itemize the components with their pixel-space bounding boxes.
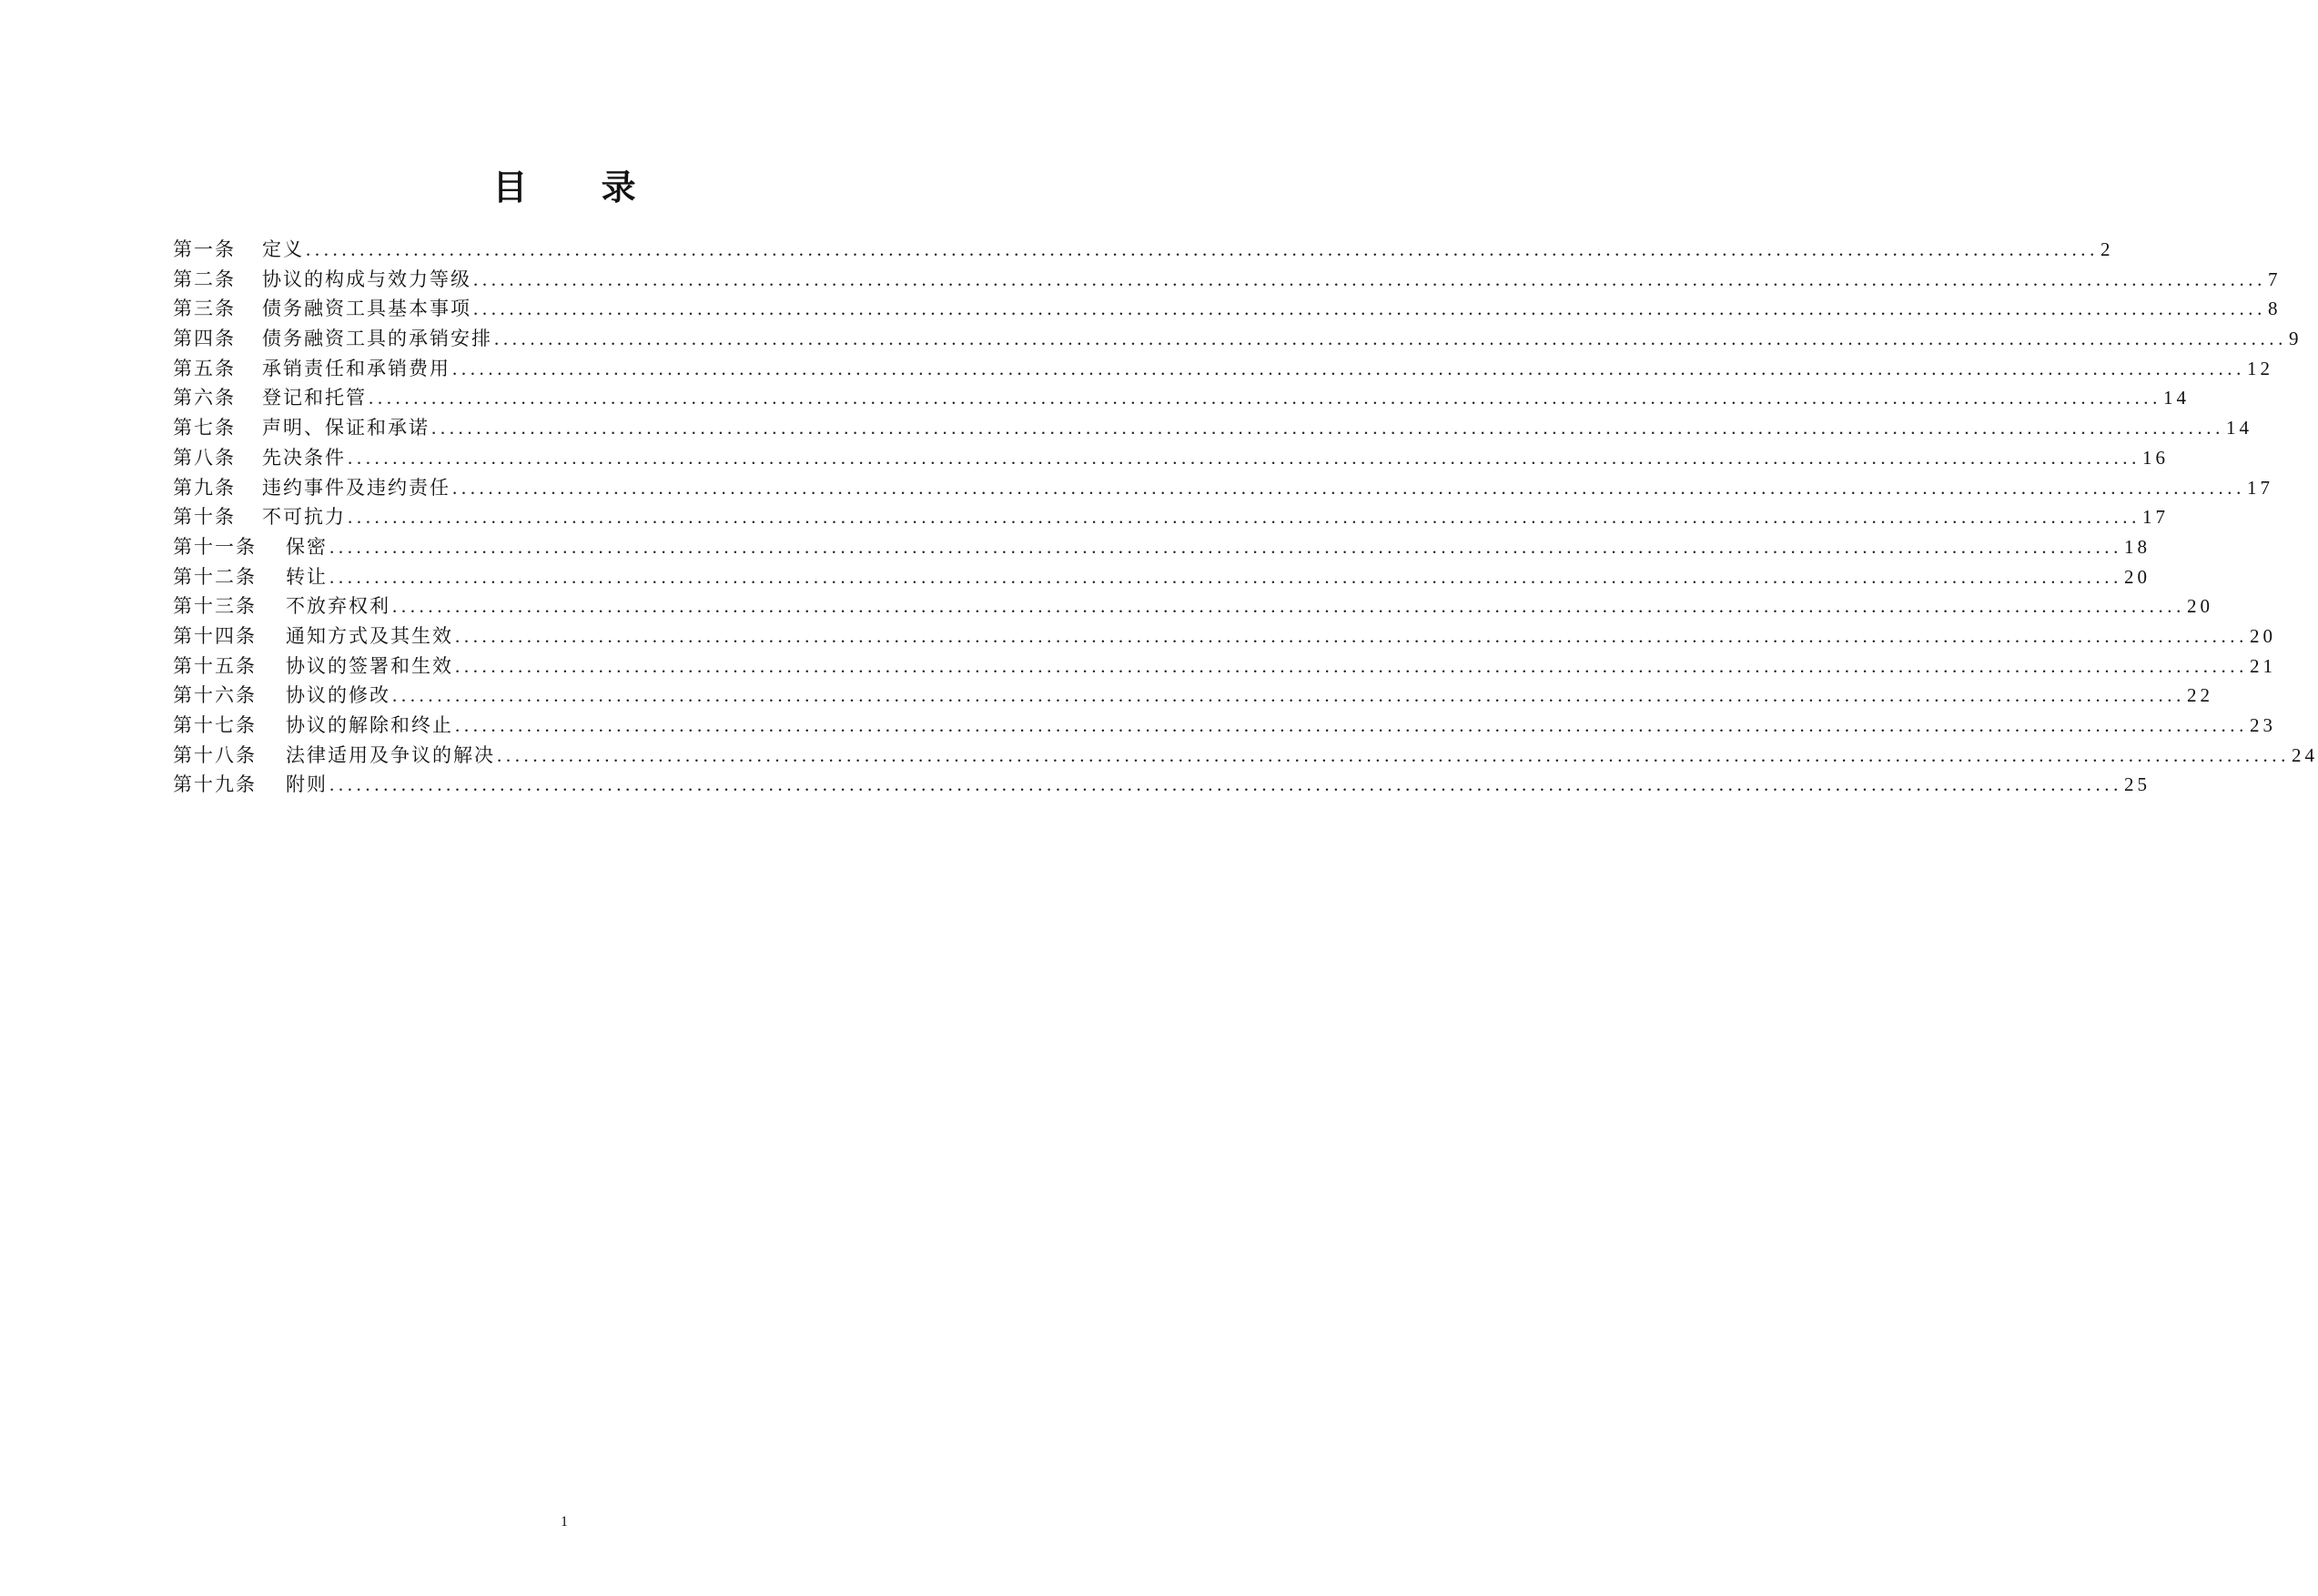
toc-entry-title: 协议的签署和生效 xyxy=(286,654,453,677)
toc-dot-leader: ........................................................................................................................................................................................................ xyxy=(348,506,2141,529)
toc-entry-page: 14 xyxy=(2226,417,2252,439)
toc-dot-leader: ........................................................................................................................................................................................................ xyxy=(392,684,2185,707)
toc-entry[interactable] xyxy=(173,443,2169,473)
toc-dot-leader: ........................................................................................................................................................................................................ xyxy=(497,743,2290,766)
toc-entry-number: 第六条 xyxy=(173,387,236,409)
toc-entry-page: 17 xyxy=(2247,476,2273,499)
toc-entry-page: 16 xyxy=(2142,446,2169,469)
toc-entry-number: 第三条 xyxy=(173,298,236,320)
toc-dot-leader: ........................................................................................................................................................................................................ xyxy=(348,446,2141,469)
toc-entry-page: 12 xyxy=(2247,357,2273,379)
toc-entry-title: 法律适用及争议的解决 xyxy=(286,743,495,766)
toc-entry-number: 第十条 xyxy=(173,506,236,529)
toc-entry-page: 17 xyxy=(2142,506,2169,529)
toc-entry-page: 20 xyxy=(2250,624,2276,647)
toc-entry[interactable] xyxy=(173,324,2303,354)
toc-entry-title: 转让 xyxy=(286,565,328,588)
page-number: 1 xyxy=(561,1514,568,1530)
toc-entry[interactable] xyxy=(173,652,2276,682)
toc-dot-leader: ........................................................................................................................................................................................................ xyxy=(329,535,2122,558)
toc-entry-number: 第五条 xyxy=(173,357,236,379)
toc-entry[interactable] xyxy=(173,562,2151,592)
toc-entry[interactable] xyxy=(173,413,2252,443)
toc-entry-title: 协议的构成与效力等级 xyxy=(262,268,471,290)
toc-dot-leader: ........................................................................................................................................................................................................ xyxy=(369,387,2161,409)
toc-entry[interactable] xyxy=(173,294,2282,324)
toc-entry-page: 23 xyxy=(2250,714,2276,736)
toc-entry-title: 登记和托管 xyxy=(262,387,367,409)
toc-entry-number: 第七条 xyxy=(173,417,236,439)
toc-entry-page: 2 xyxy=(2100,238,2114,260)
toc-entry[interactable] xyxy=(173,681,2213,711)
toc-entry[interactable] xyxy=(173,621,2276,652)
toc-entry[interactable] xyxy=(173,711,2276,741)
toc-entry-title: 通知方式及其生效 xyxy=(286,624,453,647)
toc-entry-page: 22 xyxy=(2187,684,2213,707)
toc-entry-number: 第十一条 xyxy=(173,535,257,558)
toc-entry-number: 第十八条 xyxy=(173,743,257,766)
toc-entry[interactable] xyxy=(173,532,2151,562)
toc-entry[interactable] xyxy=(173,265,2282,295)
toc-entry-title: 定义 xyxy=(262,238,304,260)
toc-entry-page: 18 xyxy=(2124,535,2151,558)
toc-entry[interactable] xyxy=(173,473,2273,503)
toc-entry-title: 承销责任和承销费用 xyxy=(262,357,450,379)
toc-entry-page: 8 xyxy=(2268,298,2282,320)
table-of-contents xyxy=(173,235,2318,800)
toc-entry-title: 不放弃权利 xyxy=(286,595,390,618)
toc-dot-leader: ........................................................................................................................................................................................................ xyxy=(392,595,2185,618)
toc-entry[interactable] xyxy=(173,354,2273,384)
toc-entry-title: 债务融资工具基本事项 xyxy=(262,298,471,320)
toc-entry-page: 21 xyxy=(2250,654,2276,677)
toc-dot-leader: ........................................................................................................................................................................................................ xyxy=(431,417,2224,439)
toc-entry-page: 25 xyxy=(2124,773,2151,796)
toc-dot-leader: ........................................................................................................................................................................................................ xyxy=(329,565,2122,588)
toc-entry-number: 第二条 xyxy=(173,268,236,290)
toc-entry-number: 第十四条 xyxy=(173,624,257,647)
toc-entry-number: 第九条 xyxy=(173,476,236,499)
toc-entry-number: 第十六条 xyxy=(173,684,257,707)
toc-entry-number: 第一条 xyxy=(173,238,236,260)
toc-entry-title: 附则 xyxy=(286,773,328,796)
toc-entry[interactable] xyxy=(173,235,2114,265)
toc-entry-page: 20 xyxy=(2187,595,2213,618)
toc-dot-leader: ........................................................................................................................................................................................................ xyxy=(494,328,2287,350)
toc-entry-title: 债务融资工具的承销安排 xyxy=(262,328,492,350)
page-title: 目 录 xyxy=(492,167,667,208)
toc-entry-page: 24 xyxy=(2292,743,2318,766)
toc-entry-page: 14 xyxy=(2163,387,2190,409)
toc-entry-title: 协议的解除和终止 xyxy=(286,714,453,736)
toc-entry-number: 第十五条 xyxy=(173,654,257,677)
toc-entry-page: 20 xyxy=(2124,565,2151,588)
toc-dot-leader: ........................................................................................................................................................................................................ xyxy=(452,476,2245,499)
toc-entry-title: 违约事件及违约责任 xyxy=(262,476,450,499)
toc-dot-leader: ........................................................................................................................................................................................................ xyxy=(473,268,2266,290)
toc-dot-leader: ........................................................................................................................................................................................................ xyxy=(473,298,2266,320)
toc-entry-number: 第四条 xyxy=(173,328,236,350)
toc-entry-title: 不可抗力 xyxy=(262,506,346,529)
toc-entry-page: 9 xyxy=(2289,328,2303,350)
toc-dot-leader: ........................................................................................................................................................................................................ xyxy=(455,714,2248,736)
toc-dot-leader: ........................................................................................................................................................................................................ xyxy=(306,238,2099,260)
toc-entry-title: 先决条件 xyxy=(262,446,346,469)
toc-entry-title: 协议的修改 xyxy=(286,684,390,707)
toc-entry[interactable] xyxy=(173,383,2190,413)
toc-entry-number: 第八条 xyxy=(173,446,236,469)
toc-dot-leader: ........................................................................................................................................................................................................ xyxy=(455,654,2248,677)
toc-entry[interactable] xyxy=(173,770,2151,800)
toc-entry-title: 保密 xyxy=(286,535,328,558)
toc-dot-leader: ........................................................................................................................................................................................................ xyxy=(455,624,2248,647)
toc-entry-number: 第十二条 xyxy=(173,565,257,588)
toc-entry-page: 7 xyxy=(2268,268,2282,290)
toc-entry-number: 第十七条 xyxy=(173,714,257,736)
toc-dot-leader: ........................................................................................................................................................................................................ xyxy=(329,773,2122,796)
toc-entry-number: 第十三条 xyxy=(173,595,257,618)
toc-entry-number: 第十九条 xyxy=(173,773,257,796)
toc-entry[interactable] xyxy=(173,502,2169,532)
toc-entry[interactable] xyxy=(173,591,2213,621)
toc-dot-leader: ........................................................................................................................................................................................................ xyxy=(452,357,2245,379)
toc-entry[interactable] xyxy=(173,741,2318,771)
toc-entry-title: 声明、保证和承诺 xyxy=(262,417,430,439)
